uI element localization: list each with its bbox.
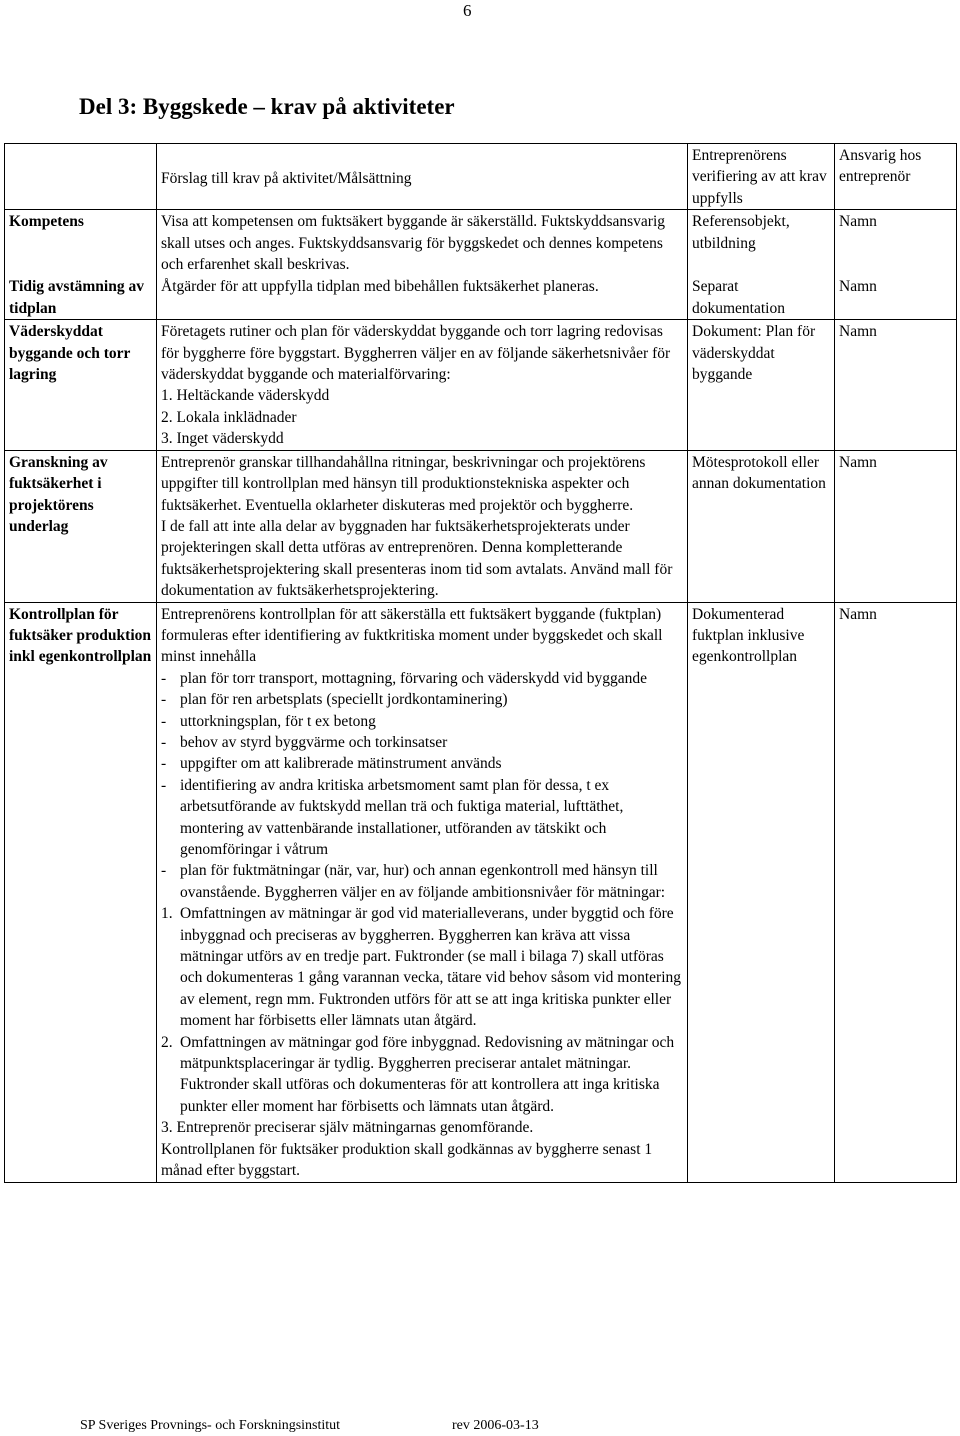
dash-marker: - [161, 712, 167, 730]
list-item-text: uppgifter om att kalibrerade mätinstrument används [180, 755, 502, 773]
activity-cell [5, 275, 157, 319]
activity-label: Kontrollplan för fuktsäker produktion inkl egenkontrollplan [9, 605, 152, 666]
dash-marker: - [161, 733, 167, 751]
table-row [5, 602, 957, 1182]
responsible-cell: Namn [835, 602, 957, 1182]
table-header-row [5, 144, 957, 210]
level-text: Omfattningen av mätningar god före inbyggnad. Redovisning av mätningar och mätpunktsplaceringar är tydlig. Byggherren preciserar antalet mätningar. Fuktronder skall utföras och dokumenteras för att kontrollera att inga kritiska punkter eller moment har förbisetts och lämnats utan åtgärd. [180, 1033, 675, 1115]
dash-marker: - [161, 755, 167, 773]
list-item-text: identifiering av andra kritiska arbetsmoment samt plan för dessa, t ex arbetsutförande av fuktskydd mellan trä och fuktiga material, lufttäthet, montering av vattenbärande installationer, utföranden av tätskikt och genomföringar i våtrum [180, 776, 624, 858]
activity-cell [5, 320, 157, 450]
header-verification: Entreprenörens verifiering av att krav uppfylls [688, 144, 835, 210]
activity-label: Kompetens [9, 213, 84, 231]
responsible-cell: Namn [835, 210, 957, 276]
header-requirement: Förslag till krav på aktivitet/Målsättning [157, 144, 688, 210]
list-item-text: plan för torr transport, mottagning, förvaring och väderskydd vid byggande [180, 669, 648, 687]
activity-cell [5, 450, 157, 602]
dash-marker: - [161, 691, 167, 709]
level-item: 3. Entreprenör preciserar själv mätningarnas genomförande. [161, 1119, 534, 1137]
table-row [5, 210, 957, 276]
list-item-text: behov av styrd byggvärme och torkinsatser [180, 733, 448, 751]
requirement-text: Entreprenör granskar tillhandahållna ritningar, beskrivningar och projektörens uppgifter till kontrollplan med hänsyn till produktionstekniska aspekter och fuktsäkerhet. Eventuella oklarheter diskuteras med projektör och byggherre. [161, 453, 646, 514]
level-text: Omfattningen av mätningar är god vid materialleverans, under byggtid och före inbyggnad och preciseras av byggherren. Byggherren kan kräva att vissa mätningar utförs av en tredje part. Fuktronder (se mall i bilaga 7) skall utföras och dokumenteras 1 gång varannan vecka, tätare vid behov såsom vid montering av element, regn mm. Fuktronden utförs för att se att inga kritiska punkter eller moment har förbisetts eller lämnats utan åtgärd. [180, 905, 682, 1030]
table-row [5, 320, 957, 450]
activity-cell [5, 602, 157, 1182]
level-number: 2. [161, 1033, 173, 1051]
list-item [161, 753, 683, 774]
dash-marker: - [161, 669, 167, 687]
level-item: 2. Lokala inklädnader [161, 408, 297, 426]
level-item [161, 903, 683, 1031]
requirement-text: Företagets rutiner och plan för väderskyddat byggande och torr lagring redovisas för byggherre före byggstart. Byggherren väljer en av följande säkerhetsnivåer för väderskyddat byggande och materialförvaring: [161, 323, 671, 384]
activity-cell [5, 210, 157, 276]
verification-cell: Referensobjekt, utbildning [688, 210, 835, 276]
list-item [161, 668, 683, 689]
requirement-cell [157, 450, 688, 602]
verification-cell: Separat dokumentation [688, 275, 835, 319]
activity-label: Granskning av fuktsäkerhet i projektörens underlag [9, 453, 108, 535]
level-item: 1. Heltäckande väderskydd [161, 387, 330, 405]
list-item [161, 775, 683, 861]
verification-cell: Dokument: Plan för väderskyddat byggande [688, 320, 835, 450]
list-item [161, 711, 683, 732]
table-row [5, 450, 957, 602]
dash-marker: - [161, 776, 167, 794]
requirement-cell [157, 210, 688, 276]
level-item: 3. Inget väderskydd [161, 430, 284, 448]
page-number: 6 [463, 1, 472, 20]
requirement-closing: Kontrollplanen för fuktsäker produktion skall godkännas av byggherre senast 1 månad efter byggstart. [161, 1140, 653, 1180]
responsible-cell: Namn [835, 275, 957, 319]
list-item-text: uttorkningsplan, för t ex betong [180, 712, 376, 730]
requirement-cell [157, 320, 688, 450]
footer-revision: rev 2006-03-13 [452, 1418, 539, 1433]
header-responsible: Ansvarig hos entreprenör [835, 144, 957, 210]
responsible-cell: Namn [835, 320, 957, 450]
list-item-text: plan för fuktmätningar (när, var, hur) och annan egenkontroll med hänsyn till ovanstående. Byggherren väljer en av följande ambitionsnivåer för mätningar: [180, 862, 666, 901]
footer-organization: SP Sveriges Provnings- och Forskningsinstitut [80, 1418, 341, 1433]
dash-marker: - [161, 862, 167, 880]
section-title: Del 3: Byggskede – krav på aktiviteter [79, 94, 455, 119]
verification-cell: Mötesprotokoll eller annan dokumentation [688, 450, 835, 602]
table-row [5, 275, 957, 319]
header-activity-cell [5, 144, 157, 210]
requirement-cell [157, 275, 688, 319]
level-number: 1. [161, 905, 173, 923]
requirement-text: I de fall att inte alla delar av byggnaden har fuktsäkerhetsprojekterats under projekteringen skall detta utföras av entreprenören. Denna kompletterande fuktsäkerhetsprojektering skall presenteras inom tid som avtalats. Använd mall för dokumentation av fuktsäkerhetsprojektering. [161, 517, 673, 600]
activity-label: Tidig avstämning av tidplan [9, 278, 144, 317]
list-item [161, 732, 683, 753]
requirement-intro: Entreprenörens kontrollplan för att säkerställa ett fuktsäkert byggande (fuktplan) formuleras efter identifiering av fuktkritiska moment under byggskedet och skall minst innehålla [161, 605, 663, 666]
level-item [161, 1032, 683, 1118]
list-item [161, 860, 683, 903]
verification-cell: Dokumenterad fuktplan inklusive egenkontrollplan [688, 602, 835, 1182]
activity-label: Väderskyddat byggande och torr lagring [9, 323, 131, 384]
requirements-table [4, 143, 957, 1183]
requirement-text: Åtgärder för att uppfylla tidplan med bibehållen fuktsäkerhet planeras. [161, 278, 599, 296]
list-item [161, 689, 683, 710]
requirement-text: Visa att kompetensen om fuktsäkert byggande är säkerställd. Fuktskyddsansvarig skall utses och anges. Fuktskyddsansvarig för byggskedet och dennes kompetens och erfarenhet skall beskrivas. [161, 213, 665, 274]
list-item-text: plan för ren arbetsplats (speciellt jordkontaminering) [180, 691, 508, 709]
responsible-cell: Namn [835, 450, 957, 602]
requirement-cell [157, 602, 688, 1182]
